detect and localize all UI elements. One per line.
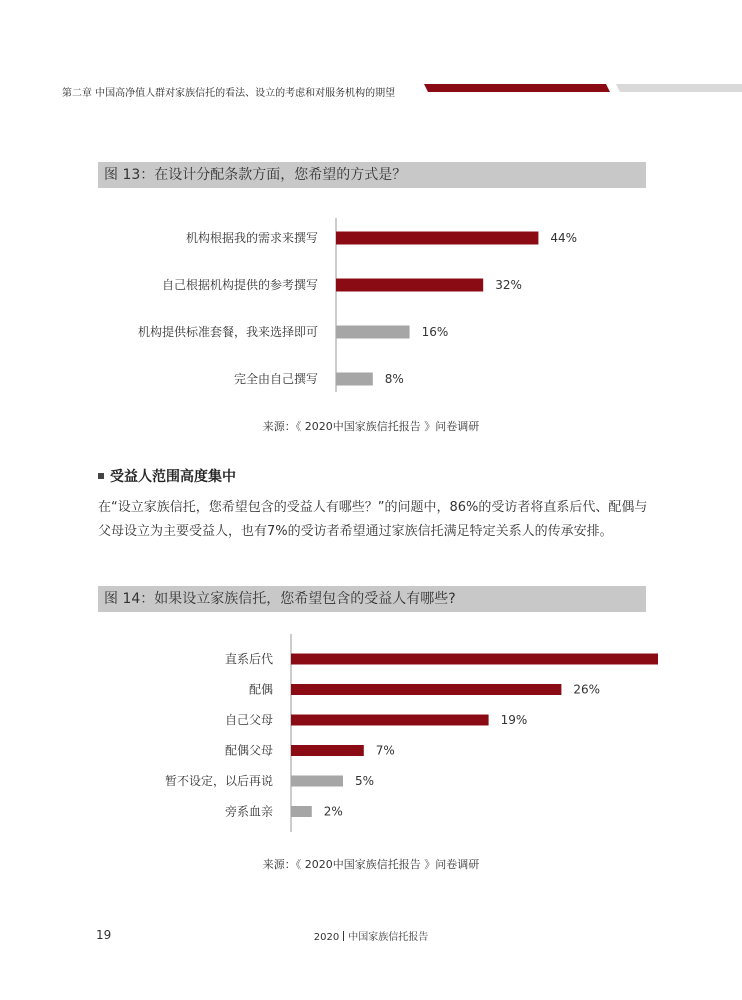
footer-report-title	[0, 928, 742, 943]
data-label: 44%	[550, 231, 578, 245]
bar	[336, 232, 538, 245]
data-label: 2%	[323, 804, 343, 819]
bar	[291, 715, 489, 726]
category-label: 自己根据机构提供的参考撰写	[161, 278, 318, 292]
figure-14-chart	[98, 634, 658, 834]
data-label: 16%	[421, 325, 449, 339]
data-label: 5%	[355, 774, 375, 788]
bar	[336, 326, 410, 339]
section-paragraph: 在“设立家族信托，您希望包含的受益人有哪些？”的问题中，86%的受访者将直系后代、配偶与父母设立为主要受益人，也有7%的受访者希望通过家族信托满足特定关系人的传承安排。	[98, 500, 648, 539]
bar	[291, 806, 312, 817]
category-label: 自己父母	[224, 713, 273, 727]
figure-14-title: 图 14：如果设立家族信托，您希望包含的受益人有哪些?	[98, 586, 646, 612]
bar	[291, 745, 364, 756]
data-label: 26%	[573, 682, 601, 697]
figure-14-source: 来源：《 2020中国家族信托报告 》问卷调研	[262, 858, 480, 871]
bar	[291, 776, 343, 787]
data-label: 32%	[495, 278, 522, 292]
figure-13-source: 来源：《 2020中国家族信托报告 》问卷调研	[262, 420, 480, 433]
footer-report-name: 中国家族信托报告	[348, 932, 429, 943]
category-label: 暂不设定，以后再说	[164, 774, 273, 788]
figure-13-title: 图 13：在设计分配条款方面，您希望的方式是？	[98, 162, 646, 188]
category-label: 机构提供标准套餐，我来选择即可	[137, 325, 318, 339]
data-label: 8%	[384, 372, 404, 386]
figure-13-chart	[98, 212, 658, 392]
section-heading	[98, 466, 236, 486]
bar	[291, 684, 561, 695]
category-label: 配偶	[248, 682, 273, 697]
bar	[291, 654, 658, 665]
footer-separator	[343, 931, 344, 941]
category-label: 直系后代	[224, 652, 273, 666]
category-label: 机构根据我的需求来撰写	[185, 231, 318, 245]
category-label: 完全由自己撰写	[233, 372, 318, 386]
chapter-header: 第二章 中国高净值人群对家族信托的看法、设立的考虑和对服务机构的期望	[62, 88, 396, 99]
category-label: 旁系血亲	[224, 804, 273, 819]
page-number: 19	[96, 928, 112, 942]
square-bullet-icon	[98, 473, 104, 479]
bar	[336, 279, 483, 292]
bar	[336, 373, 373, 386]
category-label: 配偶父母	[224, 743, 273, 758]
data-label: 7%	[375, 743, 395, 758]
section-heading-text: 受益人范围高度集中	[110, 469, 236, 485]
footer-year: 2020	[313, 932, 340, 943]
data-label: 19%	[500, 713, 528, 727]
